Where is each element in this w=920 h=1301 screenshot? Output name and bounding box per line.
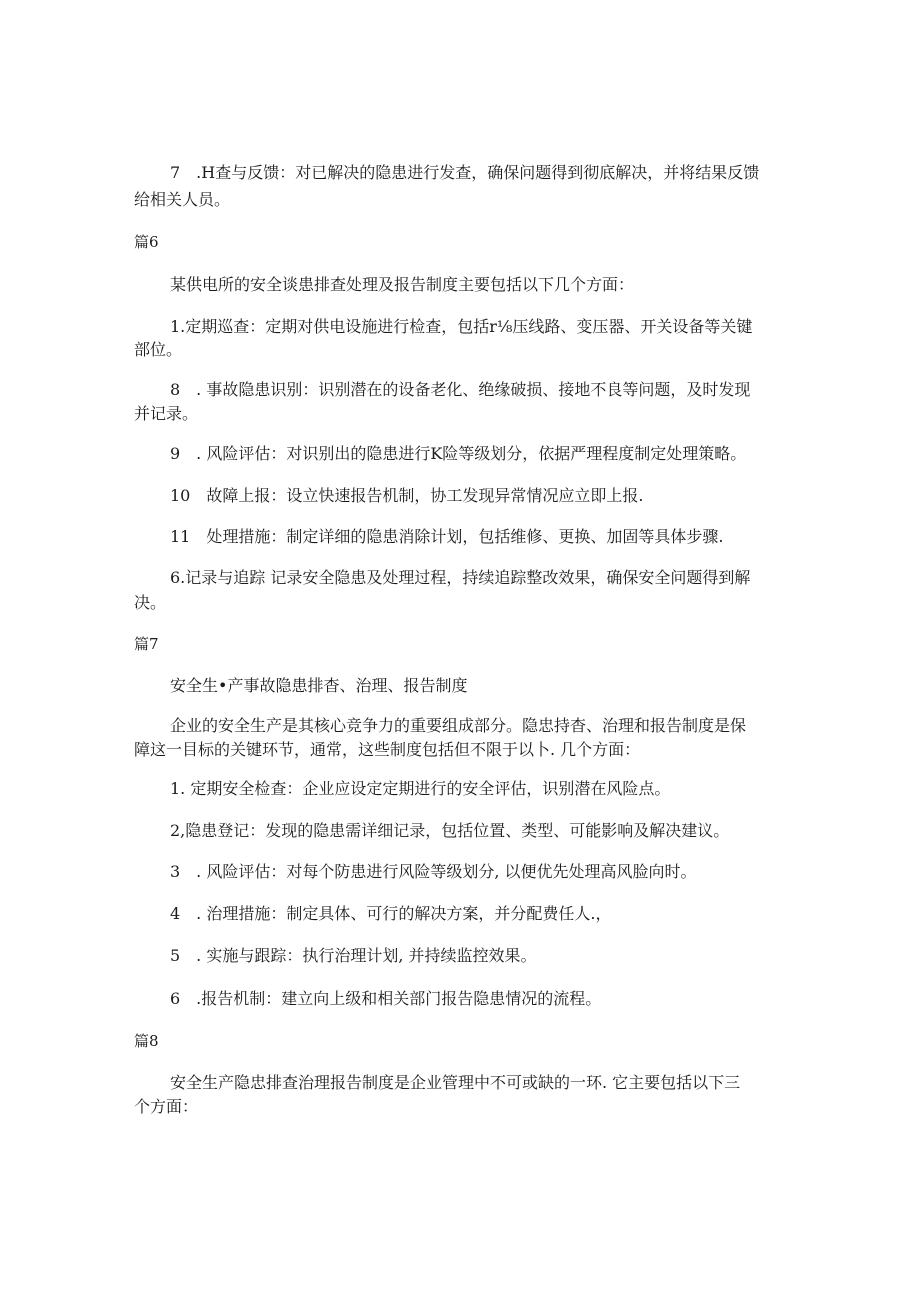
paragraph-line: 决。 (134, 593, 167, 612)
section-heading: 篇6 (134, 233, 159, 251)
list-item: 3 . 风险评估：对每个防患进行风险等级划分, 以便优先处理高风脸向时。 (170, 862, 697, 881)
paragraph-line: 并记录。 (134, 404, 199, 423)
list-item: 1.定期巡查：定期对供电设施进行检查，包括r⅛压线路、变压器、开关设备等关键 (170, 317, 753, 336)
paragraph-line: 障这一目标的关键环节，通常，这些制度包括但不限于以卜. 几个方面： (134, 740, 641, 759)
section-title: 安全生•产事故隐患排杳、治理、报告制度 (170, 676, 468, 695)
paragraph-line: 个方面： (134, 1097, 199, 1116)
list-item: 11 处理措施：制定详细的隐患消除计划，包括维修、更换、加固等具体步骤. (170, 527, 724, 546)
list-item: 4 . 治理措施：制定具体、可行的解决方案，并分配费任人.， (170, 904, 612, 923)
list-item: 6 .报告机制：建立向上级和相关部门报告隐患情况的流程。 (170, 989, 602, 1008)
paragraph-line: 给相关人员。 (134, 190, 231, 209)
paragraph-line: 某供电所的安全谈患排查处理及报告制度主要包括以下几个方面： (170, 275, 635, 294)
section-heading: 篇7 (134, 635, 159, 653)
paragraph-line: 安全生产隐忠排查治理报告制度是企业管理中不可或缺的一环. 它主要包括以下三 (170, 1073, 741, 1092)
list-item: 10 故障上报：设立快速报告机制，协工发现异常情况应立即上报. (170, 486, 644, 505)
list-item: 8 . 事故隐患识别：识别潜在的设备老化、绝缘破损、接地不良等问题，及时发现 (170, 380, 751, 399)
list-item: 5 . 实施与跟踪：执行治理计划, 并持续监控效果。 (170, 946, 537, 965)
list-item: 2,隐患登记：发现的隐患需详细记录，包括位置、类型、可能影响及解决建议。 (170, 821, 730, 840)
list-item: 9 . 风险评估：对识别出的隐患进行K险等级划分，依据严理程度制定处理策略。 (170, 444, 747, 463)
paragraph-line: 7 .H查与反馈：对已解决的隐患进行发查，确保问题得到彻底解决，并将结果反馈 (170, 163, 760, 182)
list-item: 6.记录与追踪 记录安全隐患及处理过程，持续追踪整改效果，确保安全问题得到解 (170, 568, 751, 587)
list-item: 1. 定期安全检查：企业应设定定期进行的安全评估，识别潜在风险点。 (170, 779, 671, 798)
paragraph-line: 企业的安全生产是其核心竞争力的重要组成部分。隐忠持杳、治理和报告制度是保 (170, 716, 747, 735)
paragraph-line: 部位。 (134, 340, 183, 359)
section-heading: 篇8 (134, 1032, 159, 1050)
